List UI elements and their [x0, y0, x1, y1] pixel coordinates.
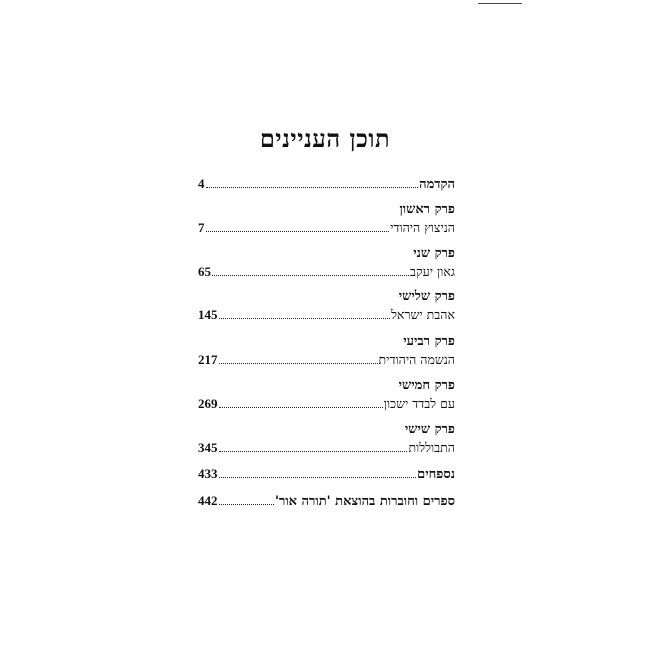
toc-page-number: 433	[198, 466, 218, 481]
toc-entry-label: גאון יעקב	[409, 264, 455, 279]
toc-page-number: 269	[198, 396, 218, 411]
toc-page-number: 7	[198, 220, 205, 235]
page-corner-mark	[478, 0, 522, 4]
toc-entry-label: התבוללות	[408, 440, 455, 455]
toc-entry-appendices	[198, 466, 455, 483]
toc-line	[198, 493, 455, 510]
toc-page-number: 145	[198, 307, 218, 322]
toc-entry-label: הקדמה	[419, 177, 455, 192]
toc-line	[198, 440, 455, 456]
chapter-heading: פרק שני	[413, 246, 455, 261]
chapter-heading: פרק רביעי	[403, 334, 455, 349]
dot-leader	[219, 407, 383, 408]
dot-leader	[219, 504, 274, 505]
toc-entry-label: נספחים	[417, 467, 455, 482]
dot-leader	[219, 451, 408, 452]
toc-page-number: 217	[198, 352, 218, 367]
toc-page-number: 442	[198, 493, 218, 508]
dot-leader	[219, 477, 417, 478]
dot-leader	[219, 363, 378, 364]
dot-leader	[206, 187, 419, 188]
toc-entry-label: עם לבדד ישכון	[383, 396, 455, 411]
toc-entry-label: ספרים וחוברות בהוצאת 'תורה אור'	[274, 494, 455, 509]
toc-entry-chapter-3	[198, 288, 455, 323]
dot-leader	[219, 318, 391, 319]
toc-page-number: 65	[198, 264, 211, 279]
toc-line	[198, 352, 455, 368]
dot-leader	[212, 275, 409, 276]
toc-page-number: 4	[198, 176, 205, 191]
chapter-heading: פרק שלישי	[398, 289, 455, 304]
toc-line	[198, 264, 455, 280]
toc-entry-chapter-4	[198, 333, 455, 368]
toc-line	[198, 307, 455, 323]
toc-entry-chapter-2	[198, 245, 455, 280]
toc-entry-introduction	[198, 176, 455, 193]
toc-entry-chapter-1	[198, 201, 455, 236]
chapter-heading: פרק חמישי	[398, 378, 455, 393]
toc-entry-label: הניצוץ היהודי	[390, 220, 455, 235]
toc-line	[198, 176, 455, 193]
toc-line	[198, 466, 455, 483]
chapter-heading: פרק שישי	[404, 422, 455, 437]
toc-entry-chapter-6	[198, 421, 455, 456]
toc-entry-chapter-5	[198, 377, 455, 412]
toc-entry-label: אהבת ישראל	[391, 307, 455, 322]
chapter-heading: פרק ראשון	[399, 202, 455, 217]
dot-leader	[206, 231, 390, 232]
toc-line	[198, 396, 455, 412]
page-title: תוכן העניינים	[259, 124, 391, 153]
toc-page-number: 345	[198, 440, 218, 455]
toc-line	[198, 220, 455, 236]
toc-entry-publications	[198, 493, 455, 510]
toc-entry-label: הנשמה היהודית	[378, 352, 455, 367]
